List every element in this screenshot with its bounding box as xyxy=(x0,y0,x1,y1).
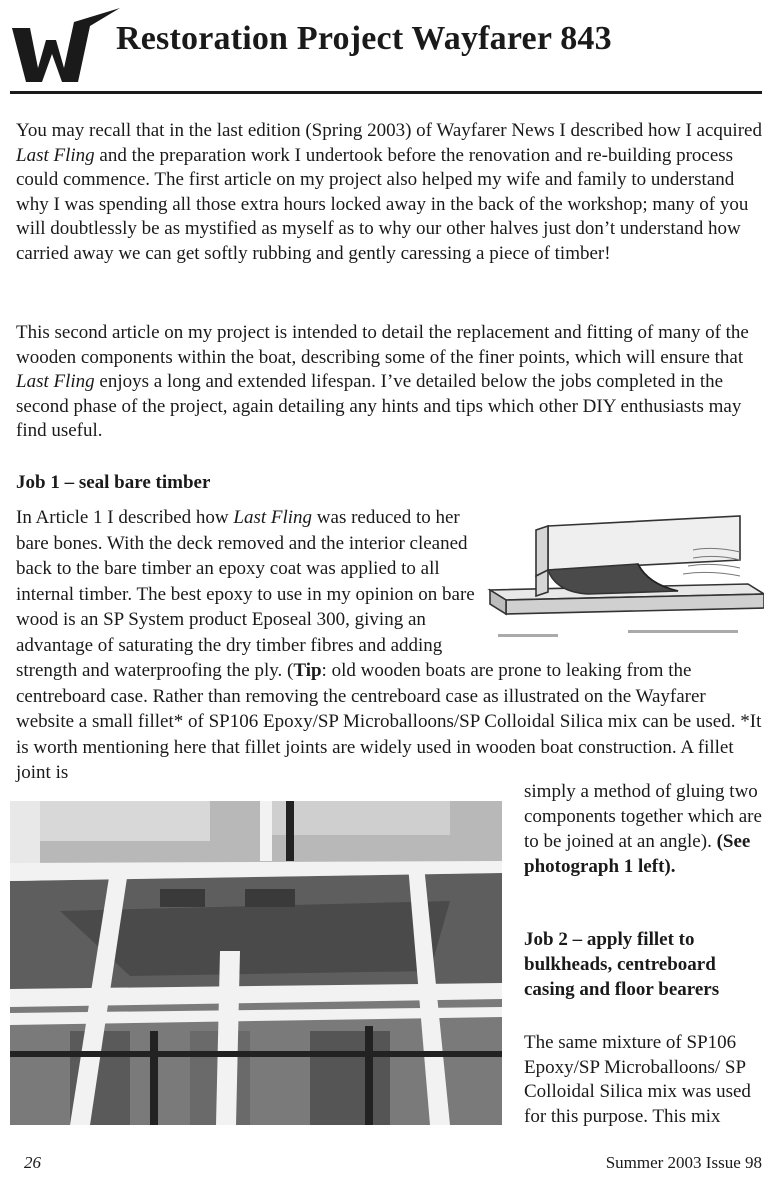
boat-name: Last Fling xyxy=(16,144,95,166)
intro-paragraph-1: You may recall that in the last edition (Spring 2003) of Wayfarer News I described how I acquired Last Fling and the preparation work I undertook before the renovation and re-building process could commence. The first article on my project also helped my wife and family to understand why I was spending all those extra hours locked away in the back of the workshop; many of you will doubtlessly be as mystified as myself as to why our other halves just don’t understand how carried away we can get softly rubbing and gently caressing a piece of timber! xyxy=(16,120,762,264)
wayfarer-logo xyxy=(8,6,123,86)
photo-reference: (See photograph 1 left). xyxy=(524,831,751,877)
tip-label: Tip xyxy=(293,660,322,681)
photograph-1 xyxy=(10,801,502,1125)
job-1-continued: simply a method of gluing two components together which are to be joined at an angle). (See photograph 1 left). xyxy=(524,781,762,877)
job-2-heading: Job 2 – apply fillet to bulkheads, centreboard casing and floor bearers xyxy=(524,929,720,1000)
article-title: Restoration Project Wayfarer 843 xyxy=(116,20,612,57)
job-1-heading: Job 1 – seal bare timber xyxy=(16,472,211,493)
boat-name: Last Fling xyxy=(233,507,313,528)
job-1-paragraph: In Article 1 I described how Last Fling was reduced to her bare bones. With the deck removed and the interior cleaned back to the bare timber an epoxy coat was applied to all internal timber. The best epoxy to use in my opinion on bare wood is an SP System product Eposeal 300, giving an advantage of saturating the dry timber fibres and adding strength and waterproofing the ply. (Tip: old wooden boats are prone to leaking from the centreboard case. Rather than removing the centreboard case as illustrated on the Wayfarer website a small fillet* of SP106 Epoxy/SP Microballoons/SP Colloidal Silica mix can be used. *It is worth mentioning here that fillet joints are widely used in wooden boat construction. A fillet joint is xyxy=(16,505,764,786)
boat-name: Last Fling xyxy=(16,371,95,392)
title-rule xyxy=(10,91,762,94)
issue-label: Summer 2003 Issue 98 xyxy=(605,1153,762,1172)
page-number: 26 xyxy=(24,1153,41,1172)
fillet-joint-diagram xyxy=(478,512,764,660)
job-2-paragraph: The same mixture of SP106 Epoxy/SP Microballoons/ SP Colloidal Silica mix was used for this purpose. This mix xyxy=(524,1032,751,1127)
intro-paragraph-2: This second article on my project is intended to detail the replacement and fitting of many of the wooden components within the boat, describing some of the finer points, which will ensure that Last Fling enjoys a long and extended lifespan. I’ve detailed below the jobs completed in the second phase of the project, again detailing any hints and tips which other DIY enthusiasts may find useful. xyxy=(16,322,749,441)
